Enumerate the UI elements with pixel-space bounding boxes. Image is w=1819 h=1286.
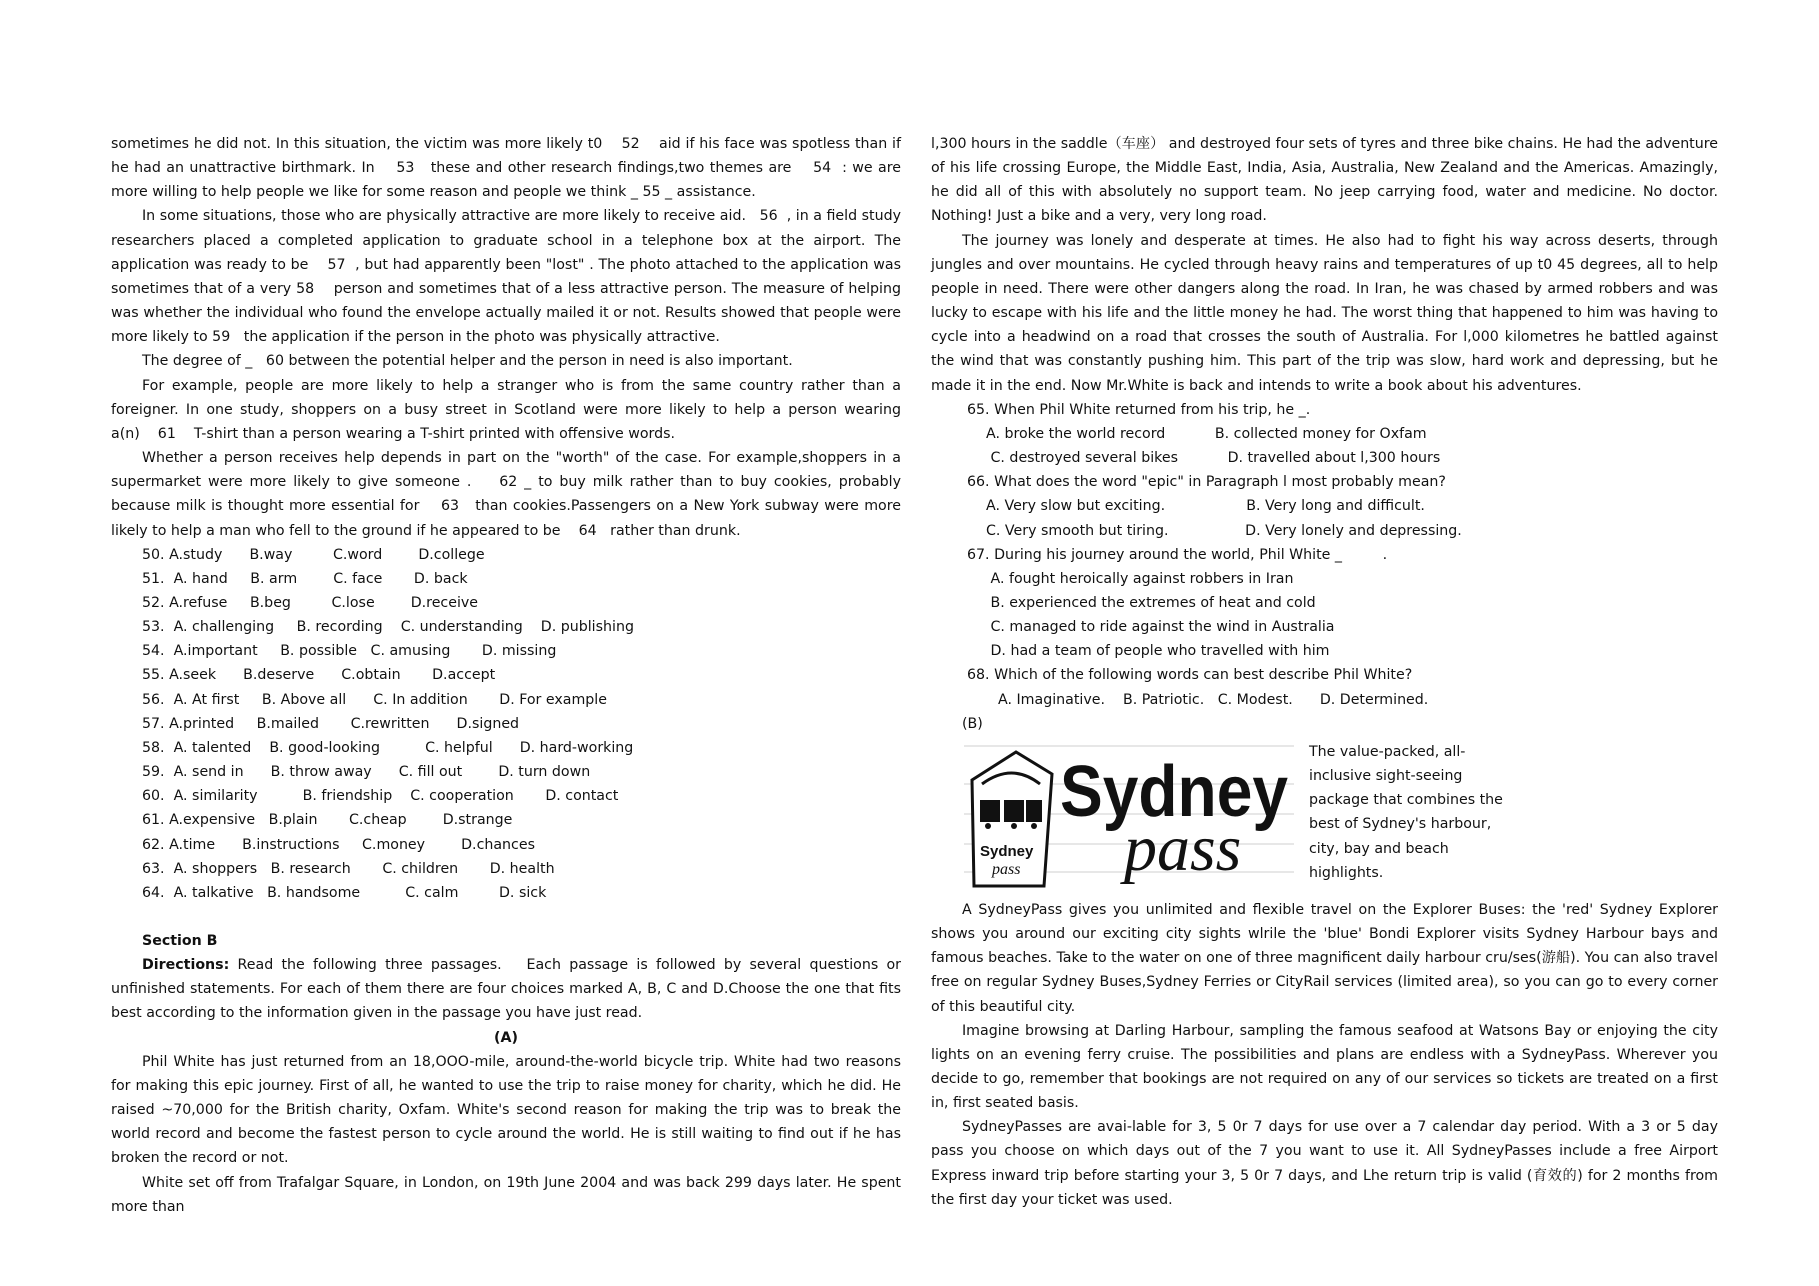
cloze-option-row: 64. A. talkative B. handsome C. calm D. sick [142,884,547,901]
question-option: A. broke the world record B. collected money for Oxfam [986,425,1427,442]
paragraph: The degree of _ 60 between the potential helper and the person in need is also important. [142,353,793,370]
question-option: B. experienced the extremes of heat and cold [986,594,1316,611]
cloze-option-row: 62. A.time B.instructions C.money D.chances [142,836,535,853]
section-title: Section B [142,933,218,949]
paragraph: For example, people are more likely to help a stranger who is from the same country rather than a foreigner. In one study, shoppers on a busy street in Scotland were more likely to help a person wearing a(n) 61 T-shirt than a person wearing a T-shirt printed with offensive words. [111,377,901,442]
logo-word1: Sydney [1060,751,1288,832]
question-option: C. destroyed several bikes D. travelled about l,300 hours [986,450,1441,467]
cloze-option-row: 51. A. hand B. arm C. face D. back [142,570,468,587]
passage-a-label: (A) [494,1029,518,1046]
right-column [931,132,1718,1212]
cloze-option-row: 53. A. challenging B. recording C. understanding D. publishing [142,619,634,636]
cloze-option-row: 60. A. similarity B. friendship C. cooperation D. contact [142,788,619,805]
paragraph: sometimes he did not. In this situation, the victim was more likely t0 52 aid if his face was spotless than if he had an unattractive birthmark. In 53 these and other research findings,two themes are 54 : we are more willing to help people we like for some reason and people we think _ 55 _ assistance. [111,136,901,201]
cloze-option-row: 61. A.expensive B.plain C.cheap D.strange [142,812,513,829]
question-block [931,398,1718,712]
cloze-option-row: 50. A.study B.way C.word D.college [142,546,485,563]
left-column [111,132,901,1219]
question-stem: 67. During his journey around the world, Phil White _ . [967,546,1388,563]
question-option: C. Very smooth but tiring. D. Very lonely and depressing. [986,522,1462,539]
paragraph: l,300 hours in the saddle（车座） and destroyed four sets of tyres and three bike chains. He had the adventure of his life crossing Europe, the Middle East, India, Asia, Australia, New Zealand and the Americas. Amazingly, he did all of this with absolutely no support team. No jeep carrying food, water and medicine. No doctor. Nothing! Just a bike and a very, very long road. [931,136,1718,225]
question-option: A. Very slow but exciting. B. Very long and difficult. [986,498,1425,515]
paragraph: SydneyPasses are avai-lable for 3, 5 0r 7 days for use over a 7 calendar day period. With a 3 or 5 day pass you choose on which days out of the 7 you want to use it. All SydneyPasses include a free Airport Express inward trip before starting your 3, 5 0r 7 days, and Lhe return trip is valid (育效的) for 2 months from the first day your ticket was used. [931,1119,1718,1208]
cloze-option-row: 57. A.printed B.mailed C.rewritten D.signed [142,715,520,732]
sydney-pass-ad [931,740,1718,898]
paragraph: Phil White has just returned from an 18,OOO-mile, around-the-world bicycle trip. White had two reasons for making this epic journey. First of all, he wanted to use the trip to raise money for charity, which he did. He raised ~70,000 for the British charity, Oxfam. White's second reason for making the trip was to break the world record and become the fastest person to cycle around the world. He is still waiting to find out if he has broken the record or not. [111,1053,901,1167]
cloze-option-row: 56. A. At first B. Above all C. In addition D. For example [142,691,607,708]
badge-word1: Sydney [980,842,1034,860]
paragraph: Whether a person receives help depends in part on the "worth" of the case. For example,shoppers in a supermarket were more likely to give someone . 62 _ to buy milk rather than to buy cookies, probably because milk is thought more essential for 63 than cookies.Passengers on a New York subway were more likely to help a man who fell to the ground if he appeared to be 64 rather than drunk. [111,450,901,539]
cloze-option-row: 63. A. shoppers B. research C. children D. health [142,860,555,877]
paragraph: Imagine browsing at Darling Harbour, sampling the famous seafood at Watsons Bay or enjoying the city lights on an evening ferry cruise. The possibilities and plans are endless with a SydneyPass. Wherever you decide to go, remember that bookings are not required on any of our services so tickets are treated on a first in, first seated basis. [931,1022,1718,1112]
paragraph: In some situations, those who are physically attractive are more likely to receive aid. 56 , in a field study researchers placed a completed application to graduate school in a telephone box at the airport. The application was ready to be 57 , but had apparently been "lost" . The photo attached to the application was sometimes that of a very 58 person and sometimes that of a less attractive person. The measure of helping was whether the individual who found the envelope actually mailed it or not. Results showed that people were more likely to 59 the application if the person in the photo was physically attractive. [111,208,901,346]
passage-b-label: (B) [962,715,983,732]
badge-icon [972,752,1052,886]
cloze-option-row: 55. A.seek B.deserve C.obtain D.accept [142,667,496,684]
question-stem: 68. Which of the following words can best describe Phil White? [967,667,1413,684]
question-option: A. fought heroically against robbers in Iran [986,570,1294,587]
question-option: C. managed to ride against the wind in Australia [986,619,1335,636]
cloze-option-row: 59. A. send in B. throw away C. fill out D. turn down [142,764,591,781]
paragraph: The journey was lonely and desperate at times. He also had to fight his way across deserts, through jungles and over mountains. He cycled through heavy rains and temperatures of up t0 45 degrees, all to help people in need. There were other dangers along the road. In Iran, he was chased by armed robbers and was lucky to escape with his life and the little money he had. The worst thing that happened to him was having to cycle into a headwind on a road that crosses the south of Australia. For l,000 kilometres he battled against the wind that was constantly pushing him. This part of the trip was slow, hard work and depressing, but he made it in the end. Now Mr.White is back and intends to write a book about his adventures. [931,232,1718,394]
paragraph: A SydneyPass gives you unlimited and flexible travel on the Explorer Buses: the 'red' Sydney Explorer shows you around our exciting city sights wlrile the 'blue' Bondi Explorer visits Sydney Harbour bays and famous beaches. Take to the water on one of three magnificent daily harbour cru/ses(游船). You can also travel free on regular Sydney Buses,Sydney Ferries or CityRail services (limited area), so you can go to every corner of this beautiful city. [931,901,1718,1015]
sydney-pass-logo [964,744,1294,892]
paragraph: White set off from Trafalgar Square, in London, on 19th June 2004 and was back 299 days later. He spent more than [111,1174,901,1215]
logo-word2: pass [1124,811,1242,885]
directions-text: Read the following three passages. Each passage is followed by several questions or unfinished statements. For each of them there are four choices marked A, B, C and D.Choose the one that fits best according to the information given in the passage you have just read. [111,957,901,1022]
question-stem: 66. What does the word "epic" in Paragraph l most probably mean? [967,474,1446,491]
cloze-option-row: 52. A.refuse B.beg C.lose D.receive [142,594,479,611]
directions-paragraph [111,953,901,1025]
cloze-option-row: 54. A.important B. possible C. amusing D. missing [142,643,557,660]
cloze-options-list [111,543,901,905]
cloze-option-row: 58. A. talented B. good-looking C. helpful D. hard-working [142,739,634,756]
badge-word2: pass [992,860,1021,878]
question-option: D. had a team of people who travelled with him [986,643,1330,660]
ad-tagline: The value-packed, all-inclusive sight-seeing package that combines the best of Sydney's harbour, city, bay and beach highlights. [1309,743,1503,881]
directions-label: Directions: [142,957,230,974]
question-option: A. Imaginative. B. Patriotic. C. Modest. D. Determined. [989,691,1429,708]
question-stem: 65. When Phil White returned from his trip, he _. [967,401,1311,418]
